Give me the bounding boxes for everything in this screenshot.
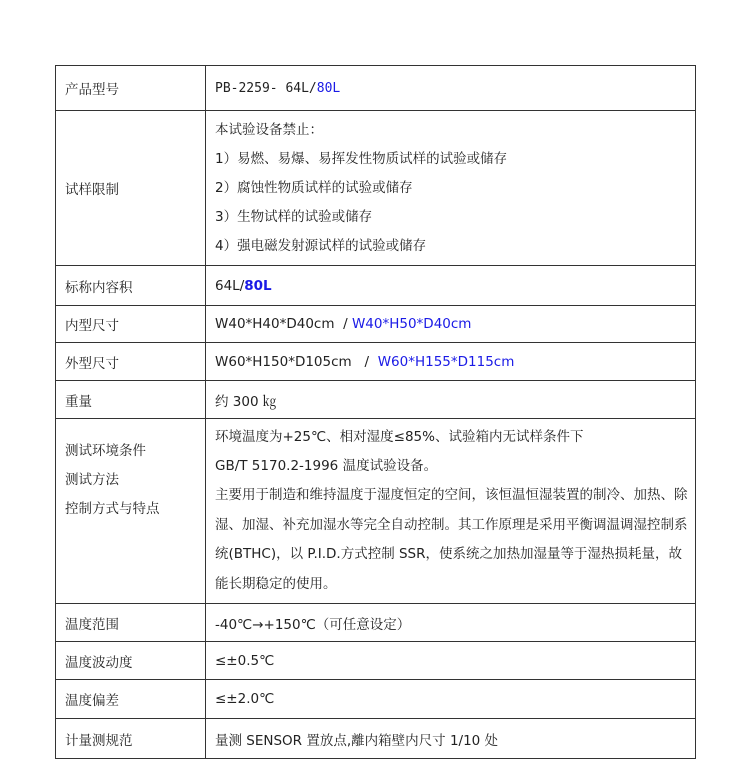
restrict-line: 1）易燃、易爆、易挥发性物质试样的试验或储存 xyxy=(215,150,508,167)
label-dev: 温度偏差 xyxy=(56,680,206,719)
outer-alt-text: W60*H155*D115cm xyxy=(377,353,515,370)
value-fluct: ≤±0.5℃ xyxy=(206,642,696,680)
conditions-line: 环境温度为+25℃、相对湿度≤85%、试验箱内无试样条件下 xyxy=(215,429,584,445)
label-inner: 内型尺寸 xyxy=(56,306,206,343)
row-spec xyxy=(56,719,696,759)
value-inner xyxy=(206,306,696,343)
value-range: -40℃→+150℃（可任意设定） xyxy=(206,604,696,642)
row-fluct xyxy=(56,642,696,680)
conditions-label: 测试环境条件 xyxy=(65,443,146,459)
value-spec: 量测 SENSOR 置放点,離内箱壁内尺寸 1/10 处 xyxy=(206,719,696,759)
label-conditions xyxy=(56,419,206,604)
model-text: PB-2259- 64L/ xyxy=(215,80,317,96)
row-volume xyxy=(56,266,696,306)
row-model xyxy=(56,66,696,111)
spec-table xyxy=(55,65,696,759)
row-inner xyxy=(56,306,696,343)
restrict-line: 3）生物试样的试验或储存 xyxy=(215,208,373,225)
row-outer xyxy=(56,343,696,381)
row-range xyxy=(56,604,696,642)
label-fluct: 温度波动度 xyxy=(56,642,206,680)
value-model xyxy=(206,66,696,111)
label-spec: 计量测规范 xyxy=(56,719,206,759)
conditions-paragraph: 主要用于制造和维持温度于湿度恒定的空间，该恒温恒湿装置的制冷、加热、除湿、加湿、补充加湿水等完全自动控制。其工作原理是采用平衡调温调湿控制系统(BTHC)，以 P.I.D.方式控制 SSR，使系统之加热加湿量等于湿热损耗量，故能长期稳定的使用。 xyxy=(215,487,688,592)
value-dev: ≤±2.0℃ xyxy=(206,680,696,719)
label-range: 温度范围 xyxy=(56,604,206,642)
restrict-line: 本试验设备禁止： xyxy=(215,121,323,138)
value-conditions xyxy=(206,419,696,604)
volume-alt-text: 80L xyxy=(244,277,272,294)
conditions-line: GB/T 5170.2-1996 温度试验设备。 xyxy=(215,458,438,474)
value-outer xyxy=(206,343,696,381)
conditions-label: 控制方式与特点 xyxy=(65,501,160,517)
row-weight xyxy=(56,381,696,419)
value-weight: 约 300 ㎏ xyxy=(206,381,696,419)
model-alt-text: 80L xyxy=(316,80,341,96)
outer-text: W60*H150*D105cm / xyxy=(215,353,378,370)
label-restrict: 试样限制 xyxy=(56,111,206,266)
label-weight: 重量 xyxy=(56,381,206,419)
inner-text: W40*H40*D40cm / xyxy=(215,316,352,332)
row-restrict xyxy=(56,111,696,266)
label-volume: 标称内容积 xyxy=(56,266,206,306)
value-restrict xyxy=(206,111,696,266)
label-model: 产品型号 xyxy=(56,66,206,111)
row-conditions xyxy=(56,419,696,604)
value-volume xyxy=(206,266,696,306)
volume-text: 64L/ xyxy=(215,277,245,294)
conditions-label: 测试方法 xyxy=(65,472,119,488)
restrict-line: 2）腐蚀性物质试样的试验或储存 xyxy=(215,179,413,196)
row-dev xyxy=(56,680,696,719)
inner-alt-text: W40*H50*D40cm xyxy=(351,316,472,332)
label-outer: 外型尺寸 xyxy=(56,343,206,381)
restrict-line: 4）强电磁发射源试样的试验或储存 xyxy=(215,237,427,254)
